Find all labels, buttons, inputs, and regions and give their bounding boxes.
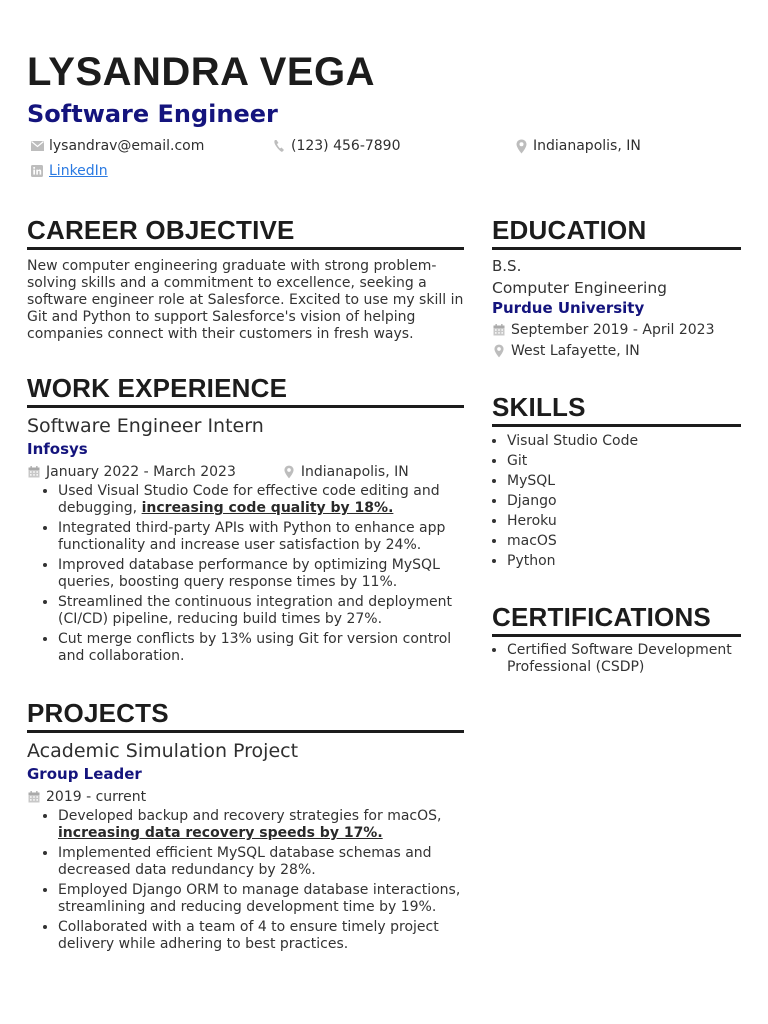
projects-section: [27, 699, 464, 956]
map-pin-icon: [282, 465, 296, 479]
list-item: • Certified Software Development Professional (CSDP): [507, 642, 741, 676]
job-role: Software Engineer Intern: [27, 414, 264, 437]
certifications-section: [492, 603, 741, 676]
location-text: Indianapolis, IN: [533, 138, 641, 154]
list-item: • Employed Django ORM to manage database interactions, streamlining and reducing development time by 19%.: [58, 882, 464, 917]
education-location: [492, 342, 741, 360]
list-item: • Cut merge conflicts by 13% using Git for version control and collaboration.: [58, 631, 464, 666]
linkedin-icon: [29, 163, 45, 179]
job-location-text: Indianapolis, IN: [300, 463, 409, 480]
skills-section: [492, 393, 741, 571]
school-name: Purdue University: [492, 298, 645, 317]
project-bullets: [27, 808, 464, 954]
resume-job-title: Software Engineer: [27, 100, 278, 128]
section-heading: EDUCATION: [492, 216, 741, 250]
map-pin-icon: [492, 344, 506, 358]
phone-icon: [271, 138, 287, 154]
email-text: lysandrav@email.com: [49, 138, 205, 154]
contact-email[interactable]: [29, 136, 204, 156]
list-item: • Developed backup and recovery strategies for macOS, increasing data recovery speeds by 17%.: [58, 808, 464, 843]
work-experience-section: [27, 374, 464, 668]
list-item: • Django: [507, 491, 741, 511]
list-item: • Collaborated with a team of 4 to ensure timely project delivery while adhering to best practices.: [58, 919, 464, 954]
section-heading: CERTIFICATIONS: [492, 603, 741, 637]
calendar-icon: [27, 790, 41, 804]
linkedin-link[interactable]: LinkedIn: [49, 163, 108, 179]
envelope-icon: [29, 138, 45, 154]
education-dates-text: September 2019 - April 2023: [511, 322, 715, 339]
education-dates: [492, 321, 741, 339]
list-item: • MySQL: [507, 471, 741, 491]
calendar-icon: [492, 323, 506, 337]
project-dates: 2019 - current: [46, 788, 147, 805]
education-section: [492, 216, 741, 360]
calendar-icon: [27, 465, 41, 479]
objective-text: New computer engineering graduate with strong problem-solving skills and a commitment to excellence, seeking a software engineer role at Salesforce. Excited to use my skill in Git and Python to support Salesforce's vision of helping companies connect with their customers in fresh ways.: [27, 257, 464, 342]
list-item: • macOS: [507, 531, 741, 551]
experience-bullets: [27, 483, 464, 666]
section-heading: PROJECTS: [27, 699, 464, 733]
list-item: • Streamlined the continuous integration and deployment (CI/CD) pipeline, reducing build times by 27%.: [58, 594, 464, 629]
field-of-study: Computer Engineering: [492, 278, 667, 297]
degree: B.S.: [492, 256, 522, 275]
list-item: • Python: [507, 551, 741, 571]
list-item: • Heroku: [507, 511, 741, 531]
map-pin-icon: [513, 138, 529, 154]
contact-location: [513, 136, 641, 156]
project-name: Academic Simulation Project: [27, 739, 299, 762]
job-dates: January 2022 - March 2023: [46, 463, 236, 480]
section-heading: SKILLS: [492, 393, 741, 427]
company-name: Infosys: [27, 440, 88, 459]
project-role: Group Leader: [27, 765, 142, 784]
education-location-text: West Lafayette, IN: [511, 343, 640, 360]
list-item: • Implemented efficient MySQL database schemas and decreased data redundancy by 28%.: [58, 845, 464, 880]
job-location: [282, 463, 409, 481]
contact-linkedin[interactable]: [29, 161, 108, 181]
section-heading: WORK EXPERIENCE: [27, 374, 464, 408]
list-item: • Visual Studio Code: [507, 431, 741, 451]
career-objective-section: [27, 216, 464, 343]
job-meta: [27, 463, 464, 481]
list-item: • Improved database performance by optimizing MySQL queries, boosting query response times by 11%.: [58, 557, 464, 592]
contact-phone[interactable]: [271, 136, 401, 156]
list-item: • Git: [507, 451, 741, 471]
list-item: • Integrated third-party APIs with Python to enhance app functionality and increase user satisfaction by 24%.: [58, 520, 464, 555]
project-meta: [27, 788, 464, 806]
list-item: • Used Visual Studio Code for effective code editing and debugging, increasing code quality by 18%.: [58, 483, 464, 518]
phone-text: (123) 456-7890: [291, 138, 401, 154]
section-heading: CAREER OBJECTIVE: [27, 216, 464, 250]
skills-list: [492, 431, 741, 571]
resume-name: LYSANDRA VEGA: [27, 50, 376, 94]
certifications-list: [492, 642, 741, 676]
